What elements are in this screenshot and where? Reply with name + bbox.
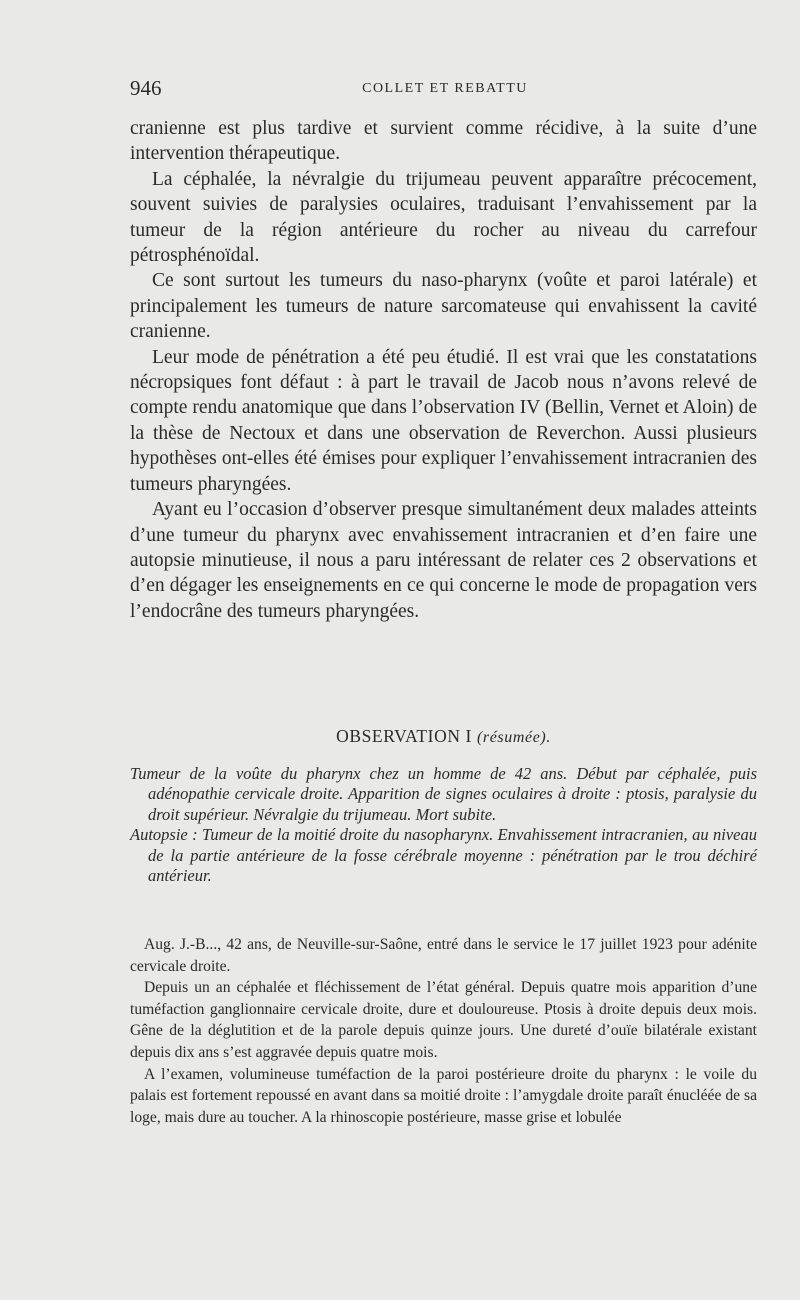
case-paragraph: Aug. J.-B..., 42 ans, de Neuville-sur-Saône, entré dans le service le 17 juillet 1923 pour adénite cervicale droite. (130, 936, 757, 975)
paragraph: Leur mode de pénétration a été peu étudié. Il est vrai que les constatations nécropsiques font défaut : à part le travail de Jacob nous n’avons relevé de compte rendu anatomique que dans l’observation IV (Bellin, Vernet et Aloin) de la thèse de Nectoux et dans une observation de Reverchon. Aussi plusieurs hypothèses ont-elles été émises pour expliquer l’envahissement intracranien des tumeurs pharyngées. (130, 346, 757, 495)
summary-paragraph: Tumeur de la voûte du pharynx chez un homme de 42 ans. Début par céphalée, puis adénopathie cervicale droite. Apparition de signes oculaires à droite : ptosis, paralysie du droit supérieur. Névralgie du trijumeau. Mort subite. (130, 764, 757, 824)
paragraph: cranienne est plus tardive et survient comme récidive, à la suite d’une intervention thérapeutique. (130, 118, 757, 165)
page-number: 946 (130, 76, 162, 100)
paragraph: La céphalée, la névralgie du trijumeau peuvent apparaître précocement, souvent suivies de paralysies oculaires, traduisant l’envahissement par la tumeur de la région antérieure du rocher au niveau du carrefour pétrosphénoïdal. (130, 168, 757, 267)
case-paragraph: Depuis un an céphalée et fléchissement de l’état général. Depuis quatre mois apparition d’une tuméfaction ganglionnaire cervicale droite, dure et douloureuse. Ptosis à droite depuis deux mois. Gêne de la déglutition et de la parole depuis quinze jours. Une dureté d’ouïe bilatérale existant depuis dix ans s’est aggravée depuis quatre mois. (130, 979, 757, 1061)
observation-summary (130, 764, 757, 886)
running-head: COLLET ET REBATTU (362, 81, 528, 96)
summary-paragraph: Autopsie : Tumeur de la moitié droite du nasopharynx. Envahissement intracranien, au niveau de la partie antérieure de la fosse cérébrale moyenne : pénétration par le trou déchiré antérieur. (130, 825, 757, 886)
main-text (130, 116, 757, 624)
case-paragraph: A l’examen, volumineuse tuméfaction de la paroi postérieure droite du pharynx : le voile du palais est fortement repoussé en avant dans sa moitié droite : l’amygdale droite paraît énucléée de sa loge, mais dure au toucher. A la rhinoscopie postérieure, masse grise et lobulée (130, 1065, 757, 1126)
paragraph: Ce sont surtout les tumeurs du naso-pharynx (voûte et paroi latérale) et principalement les tumeurs de nature sarcomateuse qui envahissent la cavité cranienne. (130, 270, 757, 343)
case-report (130, 934, 757, 1128)
observation-title: OBSERVATION I (336, 726, 472, 746)
paragraph: Ayant eu l’occasion d’observer presque simultanément deux malades atteints d’une tumeur du pharynx avec envahissement intracranien et d’en faire une autopsie minutieuse, il nous a paru intéressant de relater ces 2 observations et d’en dégager les enseignements en ce qui concerne le mode de propagation vers l’endocrâne des tumeurs pharyngées. (130, 499, 757, 622)
observation-subtitle: (résumée). (476, 729, 551, 746)
page-header (130, 76, 760, 106)
observation-heading (130, 726, 757, 747)
